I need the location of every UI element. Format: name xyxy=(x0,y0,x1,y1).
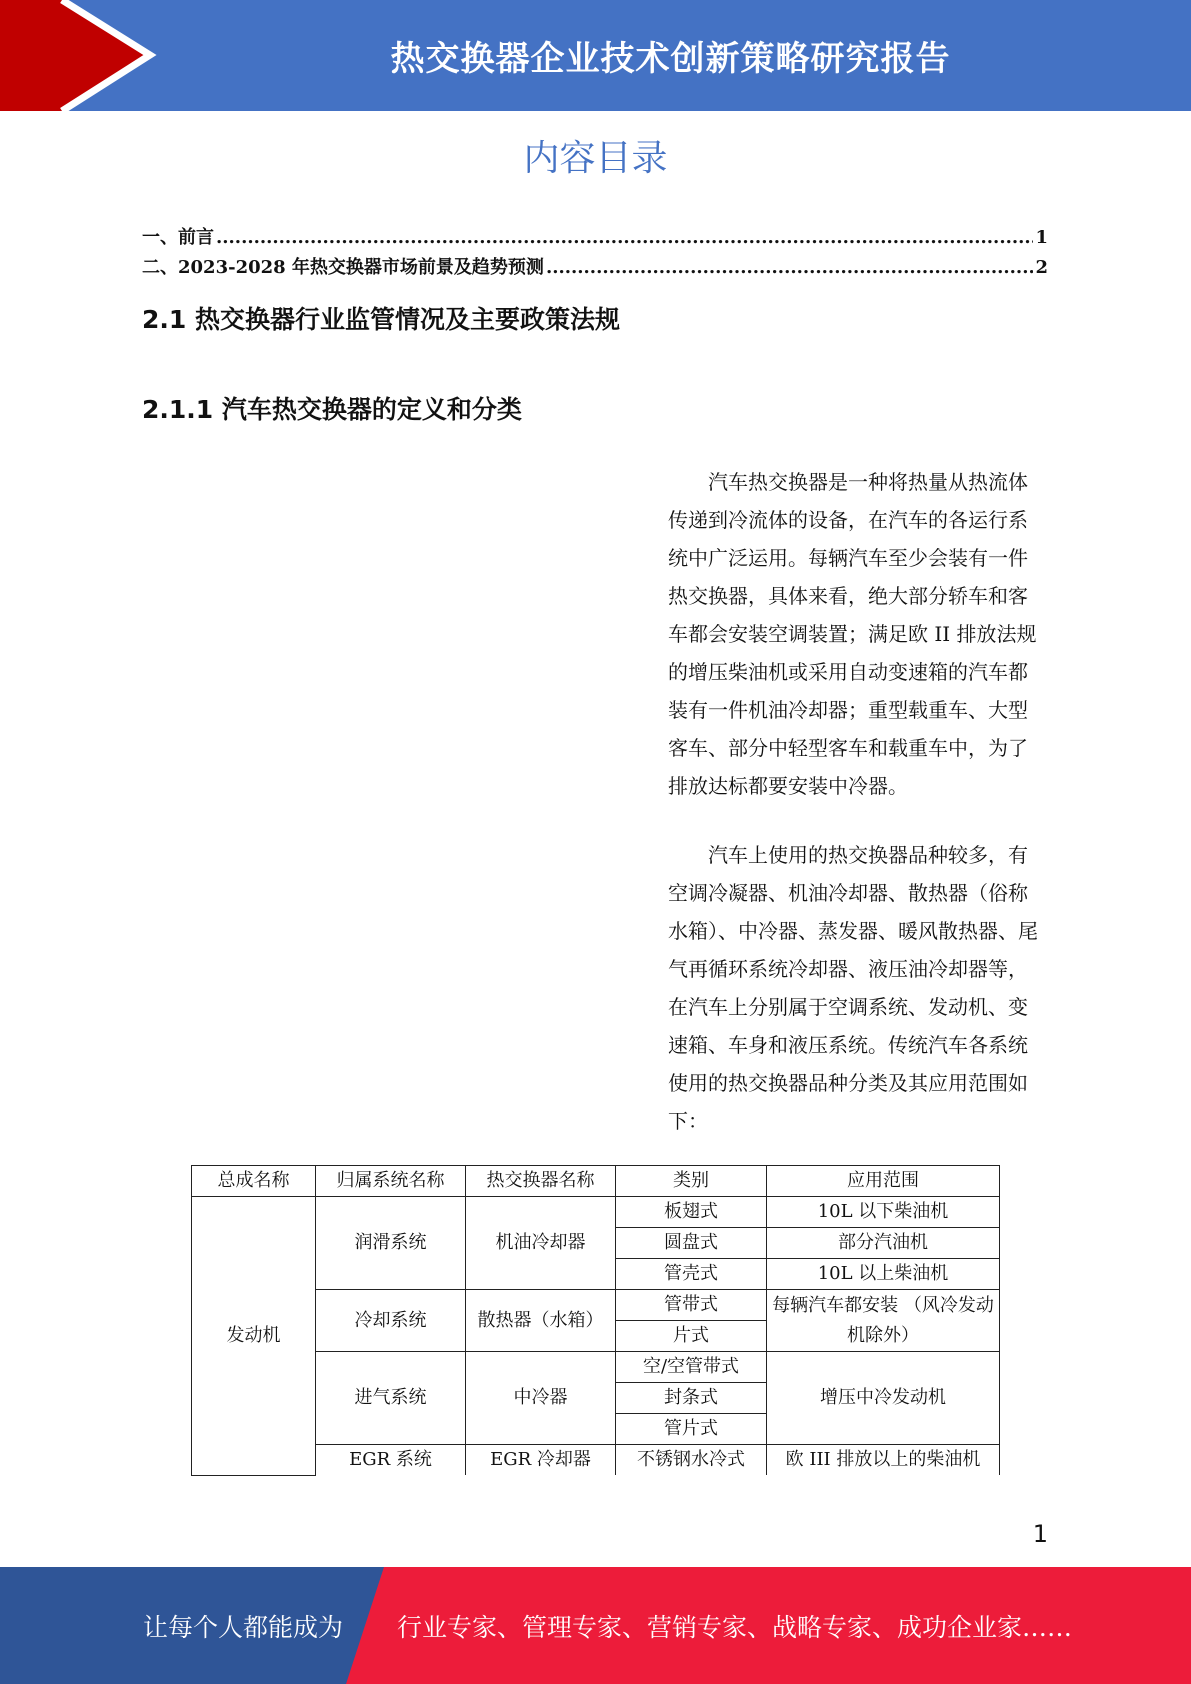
type-cell: 片式 xyxy=(616,1321,767,1352)
page-header xyxy=(0,0,1191,111)
toc-leader-dots xyxy=(546,257,1034,278)
application-cell: 增压中冷发动机 xyxy=(767,1352,1000,1445)
toc-entry-label: 一、前言 xyxy=(142,227,214,248)
assembly-cell: 发动机 xyxy=(192,1197,316,1476)
toc-entry[interactable] xyxy=(142,223,1048,253)
body-paragraph: 汽车热交换器是一种将热量从热流体传递到冷流体的设备，在汽车的各运行系统中广泛运用。每辆汽车至少会装有一件热交换器，具体来看，绝大部分轿车和客车都会安装空调装置；满足欧 II 排放法规的增压柴油机或采用自动变速箱的汽车都装有一件机油冷却器；重型载重车、大型客车、部分中轻型客车和载重车中，为了排放达标都要安装中冷器。 xyxy=(668,470,1037,798)
heat-exchanger-table xyxy=(191,1165,1000,1476)
exchanger-cell: EGR 冷却器 xyxy=(466,1445,616,1476)
type-cell: 圆盘式 xyxy=(616,1228,767,1259)
table-header-cell: 总成名称 xyxy=(192,1166,316,1197)
system-cell: 冷却系统 xyxy=(316,1290,466,1352)
application-cell: 部分汽油机 xyxy=(767,1228,1000,1259)
toc-leader-dots xyxy=(216,227,1033,248)
table-header-cell: 类别 xyxy=(616,1166,767,1197)
system-cell: 进气系统 xyxy=(316,1352,466,1445)
application-cell: 每辆汽车都安装 （风冷发动机除外） xyxy=(767,1290,1000,1352)
exchanger-cell: 机油冷却器 xyxy=(466,1197,616,1290)
type-cell: 管片式 xyxy=(616,1414,767,1445)
footer-slogan-left: 让每个人都能成为 xyxy=(143,1612,344,1642)
exchanger-cell: 散热器（水箱） xyxy=(466,1290,616,1352)
toc-entry-label: 二、2023-2028 年热交换器市场前景及趋势预测 xyxy=(142,257,544,278)
body-paragraph: 汽车上使用的热交换器品种较多，有空调冷凝器、机油冷却器、散热器（俗称水箱）、中冷器、蒸发器、暖风散热器、尾气再循环系统冷却器、液压油冷却器等，在汽车上分别属于空调系统、发动机、变速箱、车身和液压系统。传统汽车各系统使用的热交换器品种分类及其应用范围如下： xyxy=(668,843,1038,1133)
toc-entry-page: 2 xyxy=(1035,257,1048,278)
type-cell: 板翅式 xyxy=(616,1197,767,1228)
application-cell: 欧 III 排放以上的柴油机 xyxy=(767,1445,1000,1476)
table-header-cell: 应用范围 xyxy=(767,1166,1000,1197)
type-cell: 管壳式 xyxy=(616,1259,767,1290)
header-title: 热交换器企业技术创新策略研究报告 xyxy=(390,39,951,79)
page-number: 1 xyxy=(1032,1520,1048,1548)
page-footer xyxy=(0,1567,1191,1684)
application-cell: 10L 以下柴油机 xyxy=(767,1197,1000,1228)
toc-entry[interactable] xyxy=(142,253,1048,283)
type-cell: 不锈钢水冷式 xyxy=(616,1445,767,1476)
section-heading: 2.1 热交换器行业监管情况及主要政策法规 xyxy=(142,305,620,334)
table-header-row xyxy=(192,1166,1000,1197)
type-cell: 封条式 xyxy=(616,1383,767,1414)
footer-slogan-right: 行业专家、管理专家、营销专家、战略专家、成功企业家…… xyxy=(397,1612,1073,1642)
table-header-cell: 热交换器名称 xyxy=(466,1166,616,1197)
application-cell: 10L 以上柴油机 xyxy=(767,1259,1000,1290)
system-cell: 润滑系统 xyxy=(316,1197,466,1290)
table-of-contents xyxy=(142,223,1048,283)
type-cell: 空/空管带式 xyxy=(616,1352,767,1383)
exchanger-cell: 中冷器 xyxy=(466,1352,616,1445)
toc-entry-page: 1 xyxy=(1035,227,1048,248)
subsection-heading: 2.1.1 汽车热交换器的定义和分类 xyxy=(142,395,522,424)
table-row xyxy=(192,1197,1000,1228)
type-cell: 管带式 xyxy=(616,1290,767,1321)
system-cell: EGR 系统 xyxy=(316,1445,466,1476)
toc-heading: 内容目录 xyxy=(523,138,668,179)
table-header-cell: 归属系统名称 xyxy=(316,1166,466,1197)
